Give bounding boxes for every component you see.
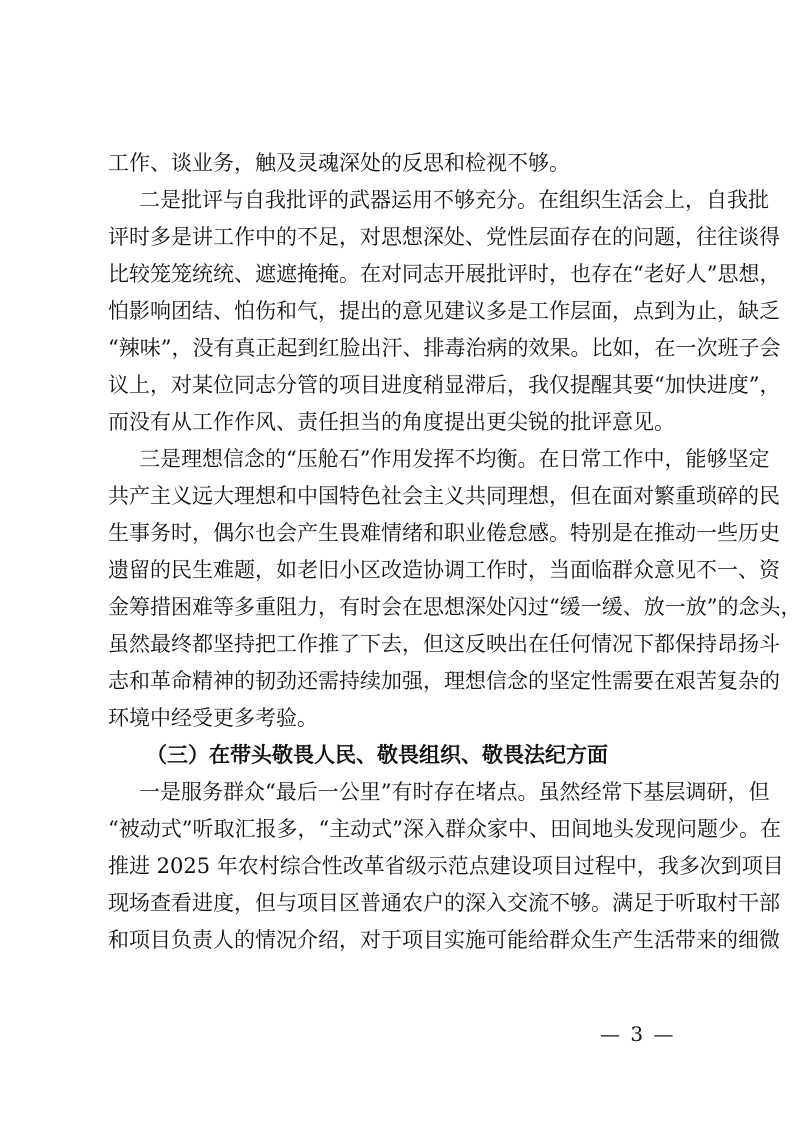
text-line: 评时多是讲工作中的不足，对思想深处、党性层面存在的问题，往往谈得 bbox=[108, 225, 780, 249]
text-line: 志和革命精神的韧劲还需持续加强，理想信念的坚定性需要在艰苦复杂的 bbox=[108, 669, 780, 693]
text-line: 共产主义远大理想和中国特色社会主义共同理想，但在面对繁重琐碎的民 bbox=[108, 484, 780, 508]
text-line: 比较笼笼统统、遮遮掩掩。在对同志开展批评时，也存在“老好人”思想， bbox=[108, 262, 781, 286]
text-line: 虽然最终都坚持把工作推了下去，但这反映出在任何情况下都保持昂扬斗 bbox=[108, 632, 780, 656]
text-line: 和项目负责人的情况介绍，对于项目实施可能给群众生产生活带来的细微 bbox=[108, 928, 780, 952]
page-number: — 3 — bbox=[600, 1022, 676, 1046]
text-line: 而没有从工作作风、责任担当的角度提出更尖锐的批评意见。 bbox=[108, 410, 675, 434]
text-line: “被动式”听取汇报多，“主动式”深入群众家中、田间地头发现问题少。在 bbox=[108, 817, 781, 841]
text-line: 环境中经受更多考验。 bbox=[108, 706, 318, 730]
text-line: 三是理想信念的“压舱石”作用发挥不均衡。在日常工作中，能够坚定 bbox=[139, 447, 770, 471]
text-line: 怕影响团结、怕伤和气，提出的意见建议多是工作层面，点到为止，缺乏 bbox=[108, 299, 780, 323]
text-line: “辣味”，没有真正起到红脸出汗、排毒治病的效果。比如，在一次班子会 bbox=[108, 336, 781, 360]
text-line: 二是批评与自我批评的武器运用不够充分。在组织生活会上，自我批 bbox=[139, 188, 769, 212]
text-line: 生事务时，偶尔也会产生畏难情绪和职业倦怠感。特别是在推动一些历史 bbox=[108, 521, 780, 545]
text-line: 遗留的民生难题，如老旧小区改造协调工作时，当面临群众意见不一、资 bbox=[108, 558, 780, 582]
text-line: 现场查看进度，但与项目区普通农户的深入交流不够。满足于听取村干部 bbox=[108, 891, 780, 915]
text-line: 议上，对某位同志分管的项目进度稍显滞后，我仅提醒其要“加快进度”， bbox=[108, 373, 781, 397]
section-heading: （三）在带头敬畏人民、敬畏组织、敬畏法纪方面 bbox=[146, 742, 608, 767]
text-line: 金筹措困难等多重阻力，有时会在思想深处闪过“缓一缓、放一放”的念头， bbox=[108, 595, 801, 619]
text-line: 推进 2025 年农村综合性改革省级示范点建设项目过程中，我多次到项目 bbox=[108, 854, 784, 878]
text-line: 一是服务群众“最后一公里”有时存在堵点。虽然经常下基层调研，但 bbox=[139, 780, 770, 804]
text-line: 工作、谈业务，触及灵魂深处的反思和检视不够。 bbox=[108, 151, 570, 175]
document-body bbox=[108, 148, 801, 962]
